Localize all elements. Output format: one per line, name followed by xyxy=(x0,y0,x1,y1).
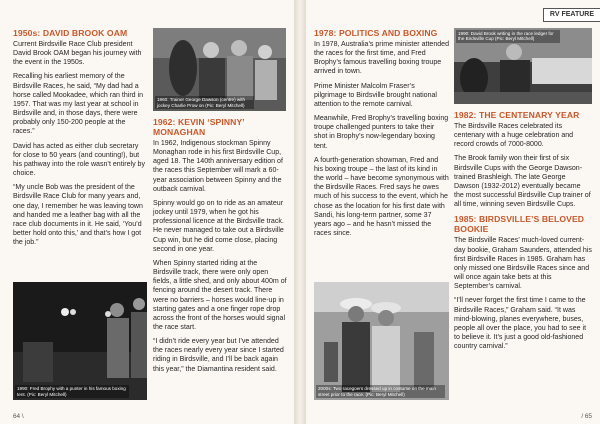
paragraph: “I didn’t ride every year but I’ve attended the races nearly every year since I started riding in Birdsville, and I’ll be back again this year,” the Diamantina resident said. xyxy=(153,338,284,373)
column-1982 xyxy=(454,110,592,356)
photo-caption: 2000s: Two racegoers dressed up in costume on the main street prior to the race. (Pic: Beryl Mitchell) xyxy=(316,385,445,398)
paragraph: In 1978, Australia’s prime minister attended the races for the first time, and Fred Brophy’s famous travelling boxing troupe arrived in town. xyxy=(314,41,450,76)
photo-boxing-tent-image xyxy=(13,282,147,400)
heading-1982: 1982: THE CENTENARY YEAR xyxy=(454,110,580,120)
paragraph: When Spinny started riding at the Birdsville track, there were only open fields, a little shed, and only about 400m of fencing around the desert track. There were no barriers – horses would line-up in starting gates and a one finger rope drop across the front of the horses would signal the race start. xyxy=(153,259,287,331)
paragraph: Spinny would go on to ride as an amateur jockey until 1979, when he got his professional licence at the Birdsville track. He never managed to take out a Birdsville Cup win, but he did come close, placing second in one year. xyxy=(153,199,284,253)
paragraph: “I’ll never forget the first time I came to the Birdsville Races,” Graham said. “It was mind-blowing, planes everywhere, buses, people all over the place, you had to see it to believe it. It’s just a good old-fashioned country carnival.” xyxy=(454,297,587,351)
photo-race-ledger xyxy=(454,28,592,104)
heading-1962: 1962: KEVIN ‘SPINNY’ MONAGHAN xyxy=(153,117,245,137)
heading-1978: 1978: POLITICS AND BOXING xyxy=(314,28,438,38)
section-tag: RV FEATURE xyxy=(543,8,600,22)
paragraph: Prime Minister Malcolm Fraser’s pilgrimage to Birdsville brought national attention to the remote carnival. xyxy=(314,82,437,108)
heading-1985: 1985: BIRDSVILLE’S BELOVED BOOKIE xyxy=(454,214,585,235)
paragraph: The Birdsville Races celebrated its centenary with a huge celebration and record crowds of 7000-8000. xyxy=(454,123,574,149)
photo-caption: 1990: Fred Brophy with a punter in his famous boxing tent. (Pic: Beryl Mitchell) xyxy=(15,385,129,398)
photo-racegoers xyxy=(314,282,449,400)
right-page xyxy=(306,0,600,424)
column-1962 xyxy=(153,117,287,379)
paragraph: A fourth-generation showman, Fred and his boxing troupe – the last of its kind in the world – have become synonymous with the Birdsville Races. Fred says he owes much of his success to the event, which he chose as the location for his first date with Sandi, his long-term partner, some 37 years ago – and he hasn’t missed the races since. xyxy=(314,156,449,237)
photo-caption: 1990: David Brook writing in the race ledger for the Birdsville Cup (Pic: Beryl Mitchell) xyxy=(456,30,560,43)
column-1978 xyxy=(314,28,449,243)
paragraph: Current Birdsville Race Club president David Brook OAM began his journey with the event in the 1950s. xyxy=(13,41,142,67)
paragraph: Meanwhile, Fred Brophy’s travelling boxing troupe challenged punters to take their shot in Brophy’s now-legendary boxing tent. xyxy=(314,115,449,150)
paragraph: “My uncle Bob was the president of the Birdsville Race Club for many years and, one day, I remember he was leaving town and handed me a leather bag with all the race club documents in it. He said, ‘You’d better hold onto this,’ and that’s how I got the job.” xyxy=(13,184,143,247)
paragraph: In 1962, Indigenous stockman Spinny Monaghan rode in his first Birdsville Cup, aged 18. The 140th anniversary edition of the races this September will mark a 60-year association between Spinny and the outback carnival. xyxy=(153,140,283,193)
heading-1950s: 1950s: DAVID BROOK OAM xyxy=(13,28,128,38)
photo-trainer-jockey xyxy=(153,28,286,111)
left-page xyxy=(0,0,294,424)
column-1950s xyxy=(13,28,147,252)
photo-caption: 1960: Trainer George Dawson (centre) with jockey Charlie Prow on (Pic: Beryl Mitchell) xyxy=(155,96,254,109)
photo-racegoers-image xyxy=(314,282,449,400)
page-number-right: / 65 xyxy=(581,413,592,420)
paragraph: Recalling his earliest memory of the Birdsville Races, he said, “My dad had a horse called Mookadee, which ran third in 1957. That was my last year at school in Birdsville and, in those days, there were probably only 150-200 people at the races.” xyxy=(13,73,144,136)
paragraph: The Brook family won their first of six Birdsville Cups with the George Dawson-trained Brashleigh. The late George Dawson (1932-2012) eventually became the most successful Birdsville Cup trainer of all time, winning seven Birdsville Cups. xyxy=(454,155,591,209)
paragraph: David has acted as either club secretary for close to 50 years (and counting!), but his pathway into the role wasn’t entirely by choice. xyxy=(13,142,146,178)
paragraph: The Birdsville Races’ much-loved current-day bookie, Graham Saunders, attended his first Birdsville Races in 1985. Graham has only missed one Birdsville Races since and will once again take bets at this September’s carnival. xyxy=(454,237,592,291)
page-gutter xyxy=(294,0,306,424)
photo-boxing-tent xyxy=(13,282,147,400)
page-number-left: 64 \ xyxy=(13,413,24,420)
